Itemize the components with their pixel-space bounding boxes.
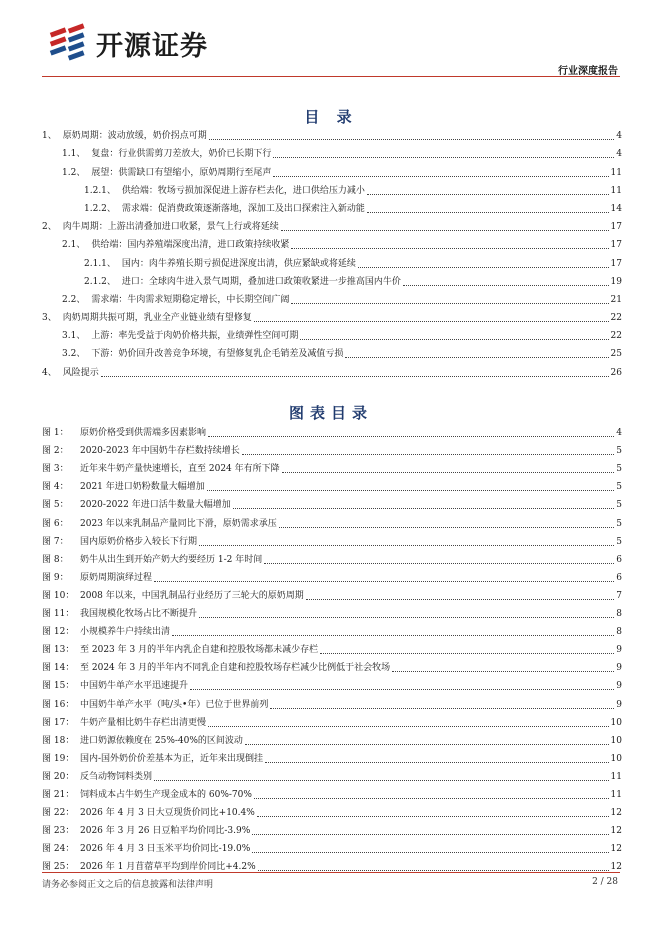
toc-entry-page: 17 <box>610 222 622 233</box>
toc-leader-dots <box>281 229 609 231</box>
figure-leader-dots <box>199 616 614 618</box>
figure-entry[interactable] <box>42 801 622 819</box>
toc-leader-dots <box>345 356 608 358</box>
toc-entry-page: 17 <box>610 240 622 251</box>
toc-entry[interactable] <box>42 215 622 233</box>
figure-entry-number: 图 16： <box>42 699 75 710</box>
figure-entry[interactable] <box>42 674 622 692</box>
page-number: 2 / 28 <box>592 877 618 887</box>
figure-entry[interactable] <box>42 783 622 801</box>
figure-entry-page: 9 <box>616 663 622 674</box>
figure-entry-number: 图 14： <box>42 663 75 674</box>
footer-divider <box>42 872 620 873</box>
figure-entry-title: 2026 年 1 月苜蓿草平均到岸价同比+4.2% <box>80 862 256 873</box>
toc-entry[interactable] <box>42 124 622 142</box>
figure-entry-title: 中国奶牛单产水平迅速提升 <box>80 681 189 692</box>
figure-entry-number: 图 11： <box>42 609 75 620</box>
toc-entry[interactable] <box>42 197 622 215</box>
toc-leader-dots <box>367 193 609 195</box>
toc-leader-dots <box>358 266 609 268</box>
toc-entry-page: 22 <box>610 313 622 324</box>
figure-leader-dots <box>265 761 609 763</box>
toc-entry-page: 22 <box>610 331 622 342</box>
figure-leader-dots <box>320 652 614 654</box>
toc-entry[interactable] <box>42 160 622 178</box>
figure-entry[interactable] <box>42 584 622 602</box>
figure-entry-page: 8 <box>616 609 622 620</box>
figure-entry-number: 图 5： <box>42 500 69 511</box>
figure-entry[interactable] <box>42 421 622 439</box>
figure-entry-number: 图 17： <box>42 717 75 728</box>
figure-entry-number: 图 2： <box>42 446 69 457</box>
figure-leader-dots <box>254 797 609 799</box>
toc-entry-title: 国内：肉牛养殖长期亏损促进深度出清，供应紧缺或将延续 <box>121 258 356 269</box>
logo-mark-icon <box>48 22 88 62</box>
figure-entry-number: 图 8： <box>42 554 69 565</box>
figure-entry[interactable] <box>42 729 622 747</box>
toc-entry-title: 下游：奶价回升改善竞争环境，有望修复乳企毛销差及减值亏损 <box>91 349 344 360</box>
toc-entry[interactable] <box>42 306 622 324</box>
logo-text: 开源证券 <box>96 31 208 62</box>
figure-entry-number: 图 13： <box>42 645 75 656</box>
toc-entry-number: 1、 <box>42 131 57 142</box>
figure-entry[interactable] <box>42 620 622 638</box>
footer-disclaimer: 请务必参阅正文之后的信息披露和法律声明 <box>42 880 214 890</box>
figure-entry-title: 我国规模化牧场占比不断提升 <box>80 609 198 620</box>
toc-entry-title: 风险提示 <box>62 367 99 378</box>
figure-entry-number: 图 9： <box>42 572 69 583</box>
toc-entry-title: 需求端：促消费政策逐渐落地，深加工及出口探索注入新动能 <box>121 203 365 214</box>
figure-entry[interactable] <box>42 511 622 529</box>
figure-entry[interactable] <box>42 711 622 729</box>
toc-leader-dots <box>273 156 614 158</box>
figure-entry-title: 原奶周期演绎过程 <box>80 572 153 583</box>
figure-entry-title: 国内-国外奶价价差基本为正，近年来出现倒挂 <box>80 753 264 764</box>
toc-entry-page: 26 <box>610 367 622 378</box>
figure-entry-title: 2023 年以来乳制品产量同比下滑，原奶需求承压 <box>80 518 277 529</box>
figure-entry-page: 11 <box>610 771 622 782</box>
toc-entry-number: 1.2、 <box>62 167 86 178</box>
toc-entry-page: 4 <box>616 149 622 160</box>
figure-leader-dots <box>207 489 614 491</box>
kaiyuan-logo <box>48 22 258 62</box>
figure-leader-dots <box>190 688 614 690</box>
toc-entry-number: 4、 <box>42 367 57 378</box>
figure-leader-dots <box>257 815 609 817</box>
figure-entry-page: 11 <box>610 789 622 800</box>
toc-entry-number: 3.2、 <box>62 349 86 360</box>
figure-entry[interactable] <box>42 837 622 855</box>
figure-entry-page: 12 <box>610 862 622 873</box>
figure-entry-page: 5 <box>616 464 622 475</box>
toc-leader-dots <box>403 284 609 286</box>
figure-entry-page: 8 <box>616 627 622 638</box>
toc-leader-dots <box>291 302 608 304</box>
toc-entry-number: 2.1.1、 <box>84 258 116 269</box>
figure-entry[interactable] <box>42 656 622 674</box>
figure-leader-dots <box>233 507 615 509</box>
figure-entry-number: 图 25： <box>42 862 75 873</box>
toc-leader-dots <box>101 375 609 377</box>
figure-entry-page: 6 <box>616 554 622 565</box>
toc-leader-dots <box>209 138 615 140</box>
figure-leader-dots <box>199 544 614 546</box>
toc-list <box>42 124 622 379</box>
toc-entry-title: 原奶周期：波动放缓，奶价拐点可期 <box>62 131 207 142</box>
toc-leader-dots <box>291 247 608 249</box>
toc-entry[interactable] <box>42 324 622 342</box>
figure-list <box>42 421 622 873</box>
figure-entry-page: 7 <box>616 590 622 601</box>
figure-entry-title: 中国奶牛单产水平（吨/头•年）已位于世界前列 <box>80 699 269 710</box>
figure-entry-title: 2020-2022 年进口活牛数量大幅增加 <box>80 500 231 511</box>
toc-entry-title: 肉牛周期：上游出清叠加进口收紧，景气上行或将延续 <box>62 222 279 233</box>
figure-entry[interactable] <box>42 548 622 566</box>
toc-leader-dots <box>300 338 608 340</box>
figure-entry-title: 进口奶源依赖度在 25%-40%的区间波动 <box>80 735 243 746</box>
figure-entry-page: 5 <box>616 446 622 457</box>
figure-entry-number: 图 3： <box>42 464 69 475</box>
figure-entry-title: 小规模养牛户持续出清 <box>80 627 171 638</box>
figure-entry-number: 图 7： <box>42 536 69 547</box>
figure-leader-dots <box>392 670 614 672</box>
toc-entry-page: 11 <box>610 167 622 178</box>
figure-entry-number: 图 19： <box>42 753 75 764</box>
figure-entry-page: 5 <box>616 518 622 529</box>
figure-entry-page: 10 <box>610 735 622 746</box>
header-divider <box>42 76 620 77</box>
figure-entry-number: 图 24： <box>42 844 75 855</box>
toc-entry[interactable] <box>42 342 622 360</box>
toc-leader-dots <box>273 175 608 177</box>
toc-entry-number: 1.2.2、 <box>84 203 116 214</box>
figure-entry-page: 5 <box>616 482 622 493</box>
toc-entry[interactable] <box>42 251 622 269</box>
figure-leader-dots <box>252 833 608 835</box>
figure-leader-dots <box>154 779 609 781</box>
figures-title: 图表目录 <box>288 404 373 422</box>
toc-entry-title: 复盘：行业供需剪刀差放大，奶价已长期下行 <box>91 149 272 160</box>
toc-entry-title: 需求端：牛肉需求短期稳定增长，中长期空间广阔 <box>91 294 290 305</box>
figure-entry-page: 12 <box>610 844 622 855</box>
figure-entry-title: 至 2023 年 3 月的半年内乳企自建和控股牧场都未减少存栏 <box>80 645 319 656</box>
figure-entry-number: 图 12： <box>42 627 75 638</box>
figure-entry-title: 牛奶产量相比奶牛存栏出清更慢 <box>80 717 207 728</box>
figure-entry-title: 2026 年 4 月 3 日大豆现货价同比+10.4% <box>80 808 255 819</box>
toc-entry-title: 供给端：国内养殖端深度出清，进口政策持续收紧 <box>91 240 290 251</box>
figure-entry-number: 图 15： <box>42 681 75 692</box>
figure-entry-page: 9 <box>616 645 622 656</box>
toc-entry-title: 进口：全球肉牛进入景气周期，叠加进口政策收紧进一步推高国内牛价 <box>121 276 401 287</box>
figure-entry[interactable] <box>42 475 622 493</box>
figure-entry-page: 4 <box>616 428 622 439</box>
figure-entry-title: 国内原奶价格步入较长下行期 <box>80 536 198 547</box>
figure-entry-title: 近年来牛奶产量快速增长，直至 2024 年有所下降 <box>80 464 280 475</box>
figure-entry-number: 图 23： <box>42 826 75 837</box>
figure-entry-page: 10 <box>610 753 622 764</box>
figure-entry[interactable] <box>42 566 622 584</box>
toc-entry-page: 17 <box>610 258 622 269</box>
figure-entry-number: 图 20： <box>42 771 75 782</box>
figure-entry[interactable] <box>42 765 622 783</box>
figure-leader-dots <box>279 526 614 528</box>
figure-entry[interactable] <box>42 747 622 765</box>
figure-entry-title: 2021 年进口奶粉数量大幅增加 <box>80 482 205 493</box>
toc-entry[interactable] <box>42 270 622 288</box>
toc-entry[interactable] <box>42 233 622 251</box>
figure-leader-dots <box>282 471 615 473</box>
figure-entry-title: 反刍动物饲料类别 <box>80 771 153 782</box>
figure-entry-number: 图 22： <box>42 808 75 819</box>
toc-entry-page: 21 <box>610 294 622 305</box>
figure-entry[interactable] <box>42 457 622 475</box>
toc-entry[interactable] <box>42 142 622 160</box>
figure-leader-dots <box>208 435 614 437</box>
toc-title: 目 录 <box>304 108 358 126</box>
figure-entry-title: 2026 年 3 月 26 日豆粕平均价同比-3.9% <box>80 826 251 837</box>
figure-entry-title: 2008 年以来，中国乳制品行业经历了三轮大的原奶周期 <box>80 590 304 601</box>
figure-entry-number: 图 21： <box>42 789 75 800</box>
figure-leader-dots <box>242 453 615 455</box>
figure-leader-dots <box>264 562 614 564</box>
toc-leader-dots <box>254 320 609 322</box>
toc-entry[interactable] <box>42 179 622 197</box>
figure-leader-dots <box>208 725 609 727</box>
toc-entry-number: 2、 <box>42 222 57 233</box>
figure-entry-page: 12 <box>610 826 622 837</box>
page-header <box>0 0 662 78</box>
toc-entry-title: 供给端：牧场亏损加深促进上游存栏去化，进口供给压力减小 <box>121 185 365 196</box>
figure-leader-dots <box>245 743 609 745</box>
figure-entry-number: 图 6： <box>42 518 69 529</box>
figure-entry[interactable] <box>42 602 622 620</box>
toc-entry[interactable] <box>42 288 622 306</box>
figure-entry-title: 原奶价格受到供需端多因素影响 <box>80 428 207 439</box>
toc-entry-page: 11 <box>610 185 622 196</box>
figure-entry-page: 10 <box>610 717 622 728</box>
figure-entry-page: 6 <box>616 572 622 583</box>
figure-entry[interactable] <box>42 819 622 837</box>
toc-entry-title: 展望：供需缺口有望缩小，原奶周期行至尾声 <box>91 167 272 178</box>
toc-entry-title: 肉奶周期共振可期，乳业全产业链业绩有望修复 <box>62 313 252 324</box>
toc-entry-number: 3.1、 <box>62 331 86 342</box>
toc-entry-number: 2.2、 <box>62 294 86 305</box>
toc-entry-page: 4 <box>616 131 622 142</box>
figure-entry-title: 2020-2023 年中国奶牛存栏数持续增长 <box>80 446 240 457</box>
figure-entry[interactable] <box>42 855 622 873</box>
figure-entry-number: 图 1： <box>42 428 69 439</box>
report-type: 行业深度报告 <box>558 66 618 77</box>
figure-entry-number: 图 18： <box>42 735 75 746</box>
toc-entry[interactable] <box>42 360 622 378</box>
toc-entry-number: 3、 <box>42 313 57 324</box>
figure-entry-number: 图 4： <box>42 482 69 493</box>
figure-entry[interactable] <box>42 439 622 457</box>
figure-entry-title: 奶牛从出生到开始产奶大约要经历 1-2 年时间 <box>80 554 263 565</box>
toc-entry-number: 2.1、 <box>62 240 86 251</box>
figure-entry-page: 12 <box>610 808 622 819</box>
figure-entry-title: 2026 年 4 月 3 日玉米平均价同比-19.0% <box>80 844 251 855</box>
toc-entry-page: 14 <box>610 203 622 214</box>
figure-entry[interactable] <box>42 530 622 548</box>
toc-leader-dots <box>367 211 609 213</box>
figure-entry[interactable] <box>42 692 622 710</box>
toc-entry-number: 2.1.2、 <box>84 276 116 287</box>
figure-leader-dots <box>172 634 614 636</box>
toc-entry-page: 19 <box>610 276 622 287</box>
figure-entry-page: 9 <box>616 699 622 710</box>
figure-entry[interactable] <box>42 493 622 511</box>
toc-entry-title: 上游：率先受益于肉奶价格共振，业绩弹性空间可期 <box>91 331 299 342</box>
toc-entry-page: 25 <box>610 349 622 360</box>
figure-entry-page: 9 <box>616 681 622 692</box>
figure-entry-title: 至 2024 年 3 月的半年内不同乳企自建和控股牧场存栏减少比例低于社会牧场 <box>80 663 391 674</box>
toc-entry-number: 1.1、 <box>62 149 86 160</box>
toc-entry-number: 1.2.1、 <box>84 185 116 196</box>
figure-leader-dots <box>252 851 608 853</box>
figure-entry-page: 5 <box>616 500 622 511</box>
figure-leader-dots <box>306 598 614 600</box>
figure-leader-dots <box>154 580 614 582</box>
figure-entry[interactable] <box>42 638 622 656</box>
figure-entry-number: 图 10： <box>42 590 75 601</box>
figure-entry-page: 5 <box>616 536 622 547</box>
figure-leader-dots <box>270 707 614 709</box>
figure-entry-title: 饲料成本占牛奶生产现金成本的 60%-70% <box>80 789 252 800</box>
